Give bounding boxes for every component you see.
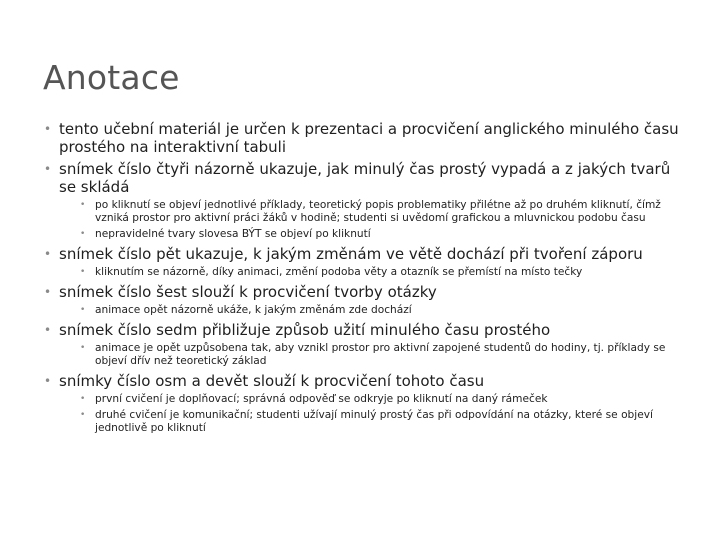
- bullet-dot-icon: •: [44, 323, 52, 337]
- sub-bullet-dot-icon: •: [80, 267, 86, 277]
- bullet-item: [44, 372, 684, 435]
- bullet-item: [44, 120, 684, 156]
- sub-bullet-text: po kliknutí se objeví jednotlivé příklady, teoretický popis problematiky přilétne až po druhém kliknutí, čímž vzniká prostor pro aktivní práci žáků v hodině; studenti si uvědomí grafickou a mluvnickou podobu času: [95, 199, 661, 224]
- bullet-item: [44, 321, 684, 368]
- sub-bullet-item: [59, 266, 684, 279]
- bullet-text: snímek číslo šest slouží k procvičení tvorby otázky: [59, 283, 437, 301]
- sub-bullet-item: [59, 342, 684, 368]
- slide-content: [44, 120, 684, 439]
- bullet-text: snímky číslo osm a devět slouží k procvičení tohoto času: [59, 372, 485, 390]
- sub-bullet-list: [59, 342, 684, 368]
- sub-bullet-item: [59, 199, 684, 225]
- sub-bullet-dot-icon: •: [80, 394, 86, 404]
- slide-title: Anotace: [43, 58, 180, 97]
- bullet-item: [44, 245, 684, 279]
- bullet-text: tento učební materiál je určen k prezentaci a procvičení anglického minulého času prostého na interaktivní tabuli: [59, 120, 679, 156]
- bullet-text: snímek číslo čtyři názorně ukazuje, jak minulý čas prostý vypadá a z jakých tvarů se skládá: [59, 160, 671, 196]
- bullet-dot-icon: •: [44, 162, 52, 176]
- sub-bullet-text: nepravidelné tvary slovesa BÝT se objeví po kliknutí: [95, 228, 371, 240]
- bullet-item: [44, 160, 684, 241]
- sub-bullet-list: [59, 393, 684, 435]
- bullet-dot-icon: •: [44, 285, 52, 299]
- sub-bullet-list: [59, 199, 684, 241]
- sub-bullet-dot-icon: •: [80, 305, 86, 315]
- sub-bullet-text: animace opět názorně ukáže, k jakým změnám zde dochází: [95, 304, 412, 316]
- bullet-text: snímek číslo pět ukazuje, k jakým změnám ve větě dochází při tvoření záporu: [59, 245, 643, 263]
- bullet-dot-icon: •: [44, 374, 52, 388]
- sub-bullet-item: [59, 304, 684, 317]
- sub-bullet-dot-icon: •: [80, 410, 86, 420]
- bullet-text: snímek číslo sedm přibližuje způsob užití minulého času prostého: [59, 321, 551, 339]
- bullet-dot-icon: •: [44, 247, 52, 261]
- sub-bullet-dot-icon: •: [80, 200, 86, 210]
- sub-bullet-text: první cvičení je doplňovací; správná odpověď se odkryje po kliknutí na daný rámeček: [95, 393, 548, 405]
- sub-bullet-dot-icon: •: [80, 343, 86, 353]
- sub-bullet-item: [59, 228, 684, 241]
- bullet-item: [44, 283, 684, 317]
- sub-bullet-item: [59, 393, 684, 406]
- sub-bullet-dot-icon: •: [80, 229, 86, 239]
- sub-bullet-list: [59, 266, 684, 279]
- bullet-list: [44, 120, 684, 435]
- sub-bullet-text: animace je opět uzpůsobena tak, aby vznikl prostor pro aktivní zapojené studentů do hodiny, tj. příklady se objeví dřív než teoretický základ: [95, 342, 666, 367]
- sub-bullet-item: [59, 409, 684, 435]
- sub-bullet-text: druhé cvičení je komunikační; studenti užívají minulý prostý čas při odpovídání na otázky, které se objeví jednotlivě po kliknutí: [95, 409, 653, 434]
- bullet-dot-icon: •: [44, 122, 52, 136]
- sub-bullet-list: [59, 304, 684, 317]
- sub-bullet-text: kliknutím se názorně, díky animaci, změní podoba věty a otazník se přemístí na místo tečky: [95, 266, 583, 278]
